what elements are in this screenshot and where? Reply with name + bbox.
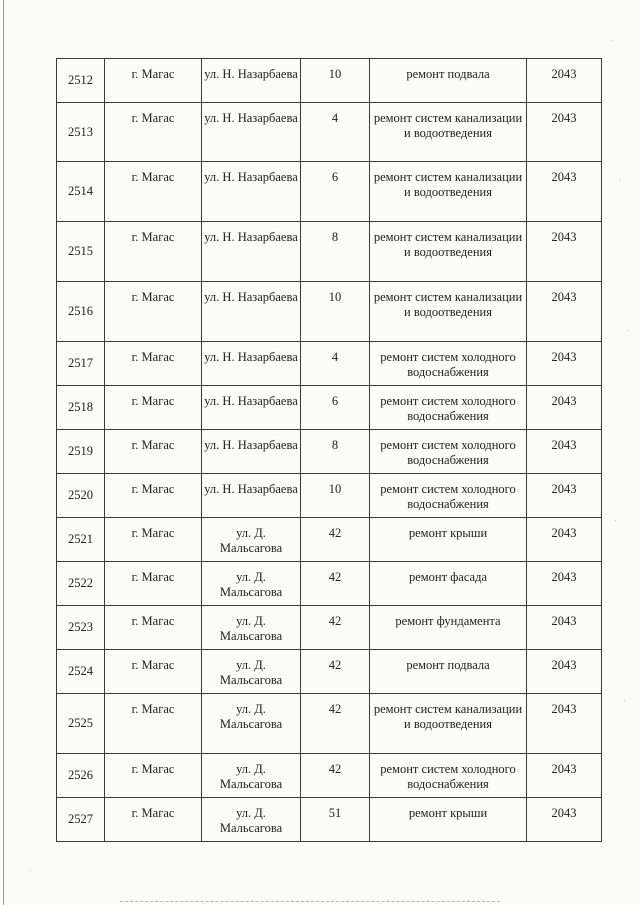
city-cell: г. Магас bbox=[105, 430, 202, 474]
street-cell: ул. Д. Мальсагова bbox=[202, 694, 301, 754]
street-cell: ул. Д. Мальсагова bbox=[202, 562, 301, 606]
table-row bbox=[57, 754, 602, 798]
row-number: 2527 bbox=[57, 798, 105, 842]
street-cell: ул. Н. Назарбаева bbox=[202, 386, 301, 430]
scan-page-edge bbox=[3, 0, 4, 905]
row-number: 2512 bbox=[57, 59, 105, 103]
table-row bbox=[57, 103, 602, 162]
city-cell: г. Магас bbox=[105, 650, 202, 694]
row-number: 2515 bbox=[57, 222, 105, 282]
year-cell: 2043 bbox=[527, 386, 602, 430]
street-cell: ул. Н. Назарбаева bbox=[202, 282, 301, 342]
year-cell: 2043 bbox=[527, 754, 602, 798]
city-cell: г. Магас bbox=[105, 162, 202, 222]
city-cell: г. Магас bbox=[105, 518, 202, 562]
work-type-cell: ремонт крыши bbox=[370, 798, 527, 842]
year-cell: 2043 bbox=[527, 650, 602, 694]
row-number: 2526 bbox=[57, 754, 105, 798]
capital-repair-table bbox=[56, 58, 602, 842]
city-cell: г. Магас bbox=[105, 386, 202, 430]
table-row bbox=[57, 606, 602, 650]
table-row bbox=[57, 430, 602, 474]
year-cell: 2043 bbox=[527, 103, 602, 162]
row-number: 2516 bbox=[57, 282, 105, 342]
row-number: 2523 bbox=[57, 606, 105, 650]
table-row bbox=[57, 650, 602, 694]
work-type-cell: ремонт систем холодного водоснабжения bbox=[370, 430, 527, 474]
table-row bbox=[57, 798, 602, 842]
year-cell: 2043 bbox=[527, 798, 602, 842]
row-number: 2521 bbox=[57, 518, 105, 562]
work-type-cell: ремонт систем холодного водоснабжения bbox=[370, 342, 527, 386]
street-cell: ул. Д. Мальсагова bbox=[202, 754, 301, 798]
house-number-cell: 8 bbox=[301, 430, 370, 474]
scan-speckle bbox=[615, 520, 616, 521]
row-number: 2524 bbox=[57, 650, 105, 694]
table-row bbox=[57, 282, 602, 342]
work-type-cell: ремонт подвала bbox=[370, 59, 527, 103]
year-cell: 2043 bbox=[527, 59, 602, 103]
house-number-cell: 42 bbox=[301, 650, 370, 694]
scan-speckle bbox=[620, 180, 621, 181]
table-row bbox=[57, 694, 602, 754]
work-type-cell: ремонт фасада bbox=[370, 562, 527, 606]
scan-speckle bbox=[624, 700, 625, 701]
street-cell: ул. Д. Мальсагова bbox=[202, 606, 301, 650]
table-row bbox=[57, 162, 602, 222]
city-cell: г. Магас bbox=[105, 222, 202, 282]
table-row bbox=[57, 222, 602, 282]
house-number-cell: 42 bbox=[301, 518, 370, 562]
year-cell: 2043 bbox=[527, 562, 602, 606]
scan-speckle bbox=[30, 870, 31, 871]
table-body bbox=[57, 59, 602, 842]
year-cell: 2043 bbox=[527, 430, 602, 474]
house-number-cell: 51 bbox=[301, 798, 370, 842]
table-row bbox=[57, 518, 602, 562]
house-number-cell: 6 bbox=[301, 386, 370, 430]
year-cell: 2043 bbox=[527, 474, 602, 518]
house-number-cell: 8 bbox=[301, 222, 370, 282]
work-type-cell: ремонт фундамента bbox=[370, 606, 527, 650]
work-type-cell: ремонт систем канализации и водоотведения bbox=[370, 282, 527, 342]
scan-speckle bbox=[628, 330, 629, 331]
street-cell: ул. Д. Мальсагова bbox=[202, 650, 301, 694]
table-row bbox=[57, 474, 602, 518]
house-number-cell: 10 bbox=[301, 474, 370, 518]
house-number-cell: 6 bbox=[301, 162, 370, 222]
city-cell: г. Магас bbox=[105, 754, 202, 798]
city-cell: г. Магас bbox=[105, 282, 202, 342]
house-number-cell: 10 bbox=[301, 59, 370, 103]
year-cell: 2043 bbox=[527, 282, 602, 342]
scan-bottom-artifact bbox=[120, 901, 500, 903]
work-type-cell: ремонт систем канализации и водоотведения bbox=[370, 103, 527, 162]
table-row bbox=[57, 59, 602, 103]
house-number-cell: 42 bbox=[301, 754, 370, 798]
year-cell: 2043 bbox=[527, 222, 602, 282]
street-cell: ул. Н. Назарбаева bbox=[202, 103, 301, 162]
house-number-cell: 42 bbox=[301, 694, 370, 754]
row-number: 2514 bbox=[57, 162, 105, 222]
street-cell: ул. Н. Назарбаева bbox=[202, 222, 301, 282]
street-cell: ул. Н. Назарбаева bbox=[202, 342, 301, 386]
work-type-cell: ремонт подвала bbox=[370, 650, 527, 694]
city-cell: г. Магас bbox=[105, 474, 202, 518]
work-type-cell: ремонт систем канализации и водоотведения bbox=[370, 222, 527, 282]
year-cell: 2043 bbox=[527, 694, 602, 754]
row-number: 2513 bbox=[57, 103, 105, 162]
city-cell: г. Магас bbox=[105, 59, 202, 103]
work-type-cell: ремонт систем холодного водоснабжения bbox=[370, 386, 527, 430]
row-number: 2522 bbox=[57, 562, 105, 606]
scan-speckle bbox=[612, 40, 613, 41]
house-number-cell: 42 bbox=[301, 606, 370, 650]
street-cell: ул. Д. Мальсагова bbox=[202, 798, 301, 842]
year-cell: 2043 bbox=[527, 342, 602, 386]
row-number: 2525 bbox=[57, 694, 105, 754]
work-type-cell: ремонт систем холодного водоснабжения bbox=[370, 474, 527, 518]
house-number-cell: 42 bbox=[301, 562, 370, 606]
work-type-cell: ремонт крыши bbox=[370, 518, 527, 562]
street-cell: ул. Н. Назарбаева bbox=[202, 59, 301, 103]
city-cell: г. Магас bbox=[105, 342, 202, 386]
city-cell: г. Магас bbox=[105, 606, 202, 650]
house-number-cell: 10 bbox=[301, 282, 370, 342]
street-cell: ул. Д. Мальсагова bbox=[202, 518, 301, 562]
table-row bbox=[57, 562, 602, 606]
city-cell: г. Магас bbox=[105, 694, 202, 754]
city-cell: г. Магас bbox=[105, 103, 202, 162]
year-cell: 2043 bbox=[527, 518, 602, 562]
city-cell: г. Магас bbox=[105, 798, 202, 842]
row-number: 2518 bbox=[57, 386, 105, 430]
work-type-cell: ремонт систем холодного водоснабжения bbox=[370, 754, 527, 798]
street-cell: ул. Н. Назарбаева bbox=[202, 474, 301, 518]
house-number-cell: 4 bbox=[301, 342, 370, 386]
table-row bbox=[57, 342, 602, 386]
table-row bbox=[57, 386, 602, 430]
work-type-cell: ремонт систем канализации и водоотведения bbox=[370, 694, 527, 754]
year-cell: 2043 bbox=[527, 606, 602, 650]
street-cell: ул. Н. Назарбаева bbox=[202, 162, 301, 222]
city-cell: г. Магас bbox=[105, 562, 202, 606]
work-type-cell: ремонт систем канализации и водоотведения bbox=[370, 162, 527, 222]
house-number-cell: 4 bbox=[301, 103, 370, 162]
row-number: 2517 bbox=[57, 342, 105, 386]
row-number: 2519 bbox=[57, 430, 105, 474]
street-cell: ул. Н. Назарбаева bbox=[202, 430, 301, 474]
year-cell: 2043 bbox=[527, 162, 602, 222]
row-number: 2520 bbox=[57, 474, 105, 518]
